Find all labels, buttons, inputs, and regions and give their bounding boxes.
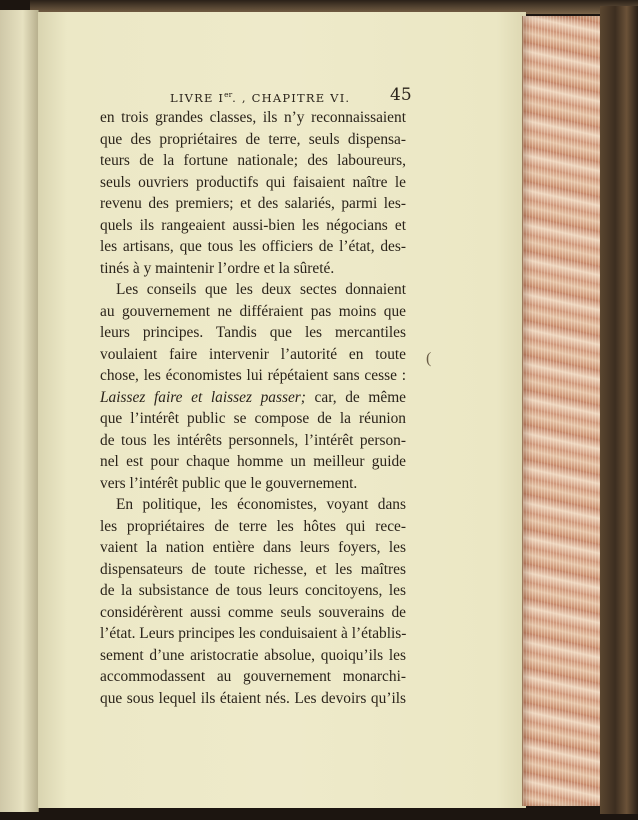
margin-pencil-mark: ( [426,350,432,367]
text-fragment: car, de même [305,388,407,406]
text-line: les propriétaires de terre les hôtes qui rece- [100,517,406,535]
running-head [170,90,350,105]
text-line-with-italic [100,387,406,409]
text-line: les artisans, que tous les officiers de l’état, des- [100,238,406,255]
text-line: nel est pour chaque homme un meilleur guide [100,453,406,470]
text-line: sement d’une aristocratie absolue, quoiqu’ils les [100,646,406,664]
text-line: considérèrent aussi comme seuls souverains de [100,603,406,621]
book-cover-edge [600,6,638,814]
text-line: l’état. Leurs principes les conduisaient à l’établis- [100,625,407,642]
text-line: En politique, les économistes, voyant dans [116,496,406,513]
text-line: que sous lequel ils étaient nés. Les devoirs qu’ils [100,689,406,707]
running-head-superscript: er [224,90,233,99]
text-line: vers l’intérêt public que le gouvernement. [100,474,358,492]
text-line: chose, les économistes lui répétaient sans cesse : [100,367,406,384]
text-line: accommodassent au gouvernement monarchi- [100,668,406,685]
running-head-chapter: . , CHAPITRE VI. [232,90,351,105]
text-line: teurs de la fortune nationale; des laboureurs, [100,152,406,169]
facing-page-edge [0,10,39,812]
running-head-book: LIVRE I [170,90,225,105]
text-line: revenu des premiers; et des salariés, parmi les- [100,195,406,212]
text-line: que des propriétaires de terre, seuls dispensa- [100,130,406,148]
body-text [100,107,406,709]
text-line: de tous les intérêts personnels, l’intérêt person- [100,431,406,449]
page-header [170,86,410,106]
marbled-fore-edge [522,16,605,806]
italic-phrase: Laissez faire et laissez passer; [100,388,306,406]
text-line: au gouvernement ne différaient pas moins que [100,302,406,320]
text-line: dispensateurs de toute richesse, et les maîtres [100,560,406,578]
text-line: de la subsistance de tous leurs concitoyens, les [100,582,406,599]
text-line: seuls ouvriers productifs qui faisaient naître le [100,173,406,191]
text-line: vaient la nation entière dans leurs foyers, les [100,539,406,556]
page-number: 45 [390,85,412,105]
text-line: Les conseils que les deux sectes donnaient [116,281,406,298]
text-line: tinés à y maintenir l’ordre et la sûreté. [100,259,335,277]
text-line: en trois grandes classes, ils n’y reconnaissaient [100,109,406,126]
text-line: quels ils rangeaient aussi-bien les négocians et [100,216,406,234]
text-line: voulaient faire intervenir l’autorité en toute [100,345,406,363]
text-line: que l’intérêt public se compose de la réunion [100,410,406,427]
text-line: leurs principes. Tandis que les mercantiles [100,324,406,341]
